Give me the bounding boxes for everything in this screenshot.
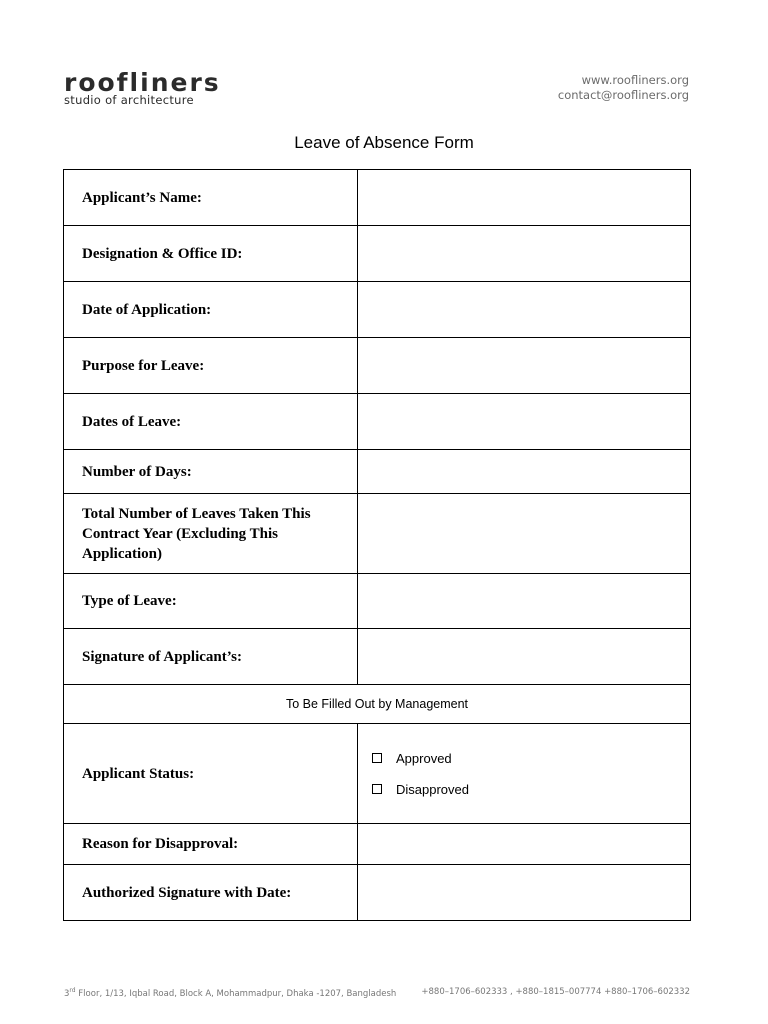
leave-type-field[interactable] [358,574,691,629]
field-label: Date of Application: [64,282,358,338]
application-date-field[interactable] [358,282,691,338]
approved-option[interactable] [358,743,690,774]
management-section-row [64,685,691,724]
form-row [64,574,691,629]
disapproved-label: Disapproved [396,781,469,797]
brand-tagline: studio of architecture [64,93,194,107]
brand-name: roofliners [64,68,221,97]
authorized-signature-field[interactable] [358,865,691,921]
field-label: Dates of Leave: [64,394,358,450]
form-title: Leave of Absence Form [294,133,474,152]
contact-info [558,73,689,103]
form-row [64,824,691,865]
address-floor: 3 [64,988,70,999]
address-floor-sup: rd [69,987,76,994]
field-label: Number of Days: [64,450,358,494]
leave-dates-field[interactable] [358,394,691,450]
form-row [64,494,691,574]
status-options [358,724,691,824]
disapproved-checkbox[interactable] [372,784,382,794]
form-row [64,450,691,494]
field-label: Signature of Applicant’s: [64,629,358,685]
form-row [64,865,691,921]
form-row [64,170,691,226]
applicant-signature-field[interactable] [358,629,691,685]
form-row [64,282,691,338]
page-footer [64,987,690,999]
field-label: Applicant Status: [64,724,358,824]
field-label: Purpose for Leave: [64,338,358,394]
form-row [64,629,691,685]
purpose-field[interactable] [358,338,691,394]
field-label: Authorized Signature with Date: [64,865,358,921]
address-rest: Floor, 1/13, Iqbal Road, Block A, Mohammadpur, Dhaka -1207, Bangladesh [75,988,397,999]
field-label: Reason for Disapproval: [64,824,358,865]
email-link[interactable]: contact@roofliners.org [557,88,689,102]
footer-address [64,987,396,999]
website-link[interactable]: www.roofliners.org [581,73,689,87]
form-row [64,338,691,394]
form-row [64,226,691,282]
field-label: Designation & Office ID: [64,226,358,282]
field-label: Total Number of Leaves Taken This Contract Year (Excluding This Application) [64,494,358,574]
brand-logo [64,70,221,107]
total-leaves-field[interactable] [358,494,691,574]
field-label: Applicant’s Name: [64,170,358,226]
form-row [64,724,691,824]
field-label: Type of Leave: [64,574,358,629]
form-row [64,394,691,450]
disapproval-reason-field[interactable] [358,824,691,865]
number-of-days-field[interactable] [358,450,691,494]
designation-field[interactable] [358,226,691,282]
footer-phones: +880–1706–602333 , +880–1815–007774 +880–1706–602332 [421,987,690,997]
approved-label: Approved [396,750,452,766]
applicant-name-field[interactable] [358,170,691,226]
management-section-heading: To Be Filled Out by Management [64,685,691,724]
disapproved-option[interactable] [358,774,690,805]
approved-checkbox[interactable] [372,753,382,763]
leave-form-table [63,169,691,921]
